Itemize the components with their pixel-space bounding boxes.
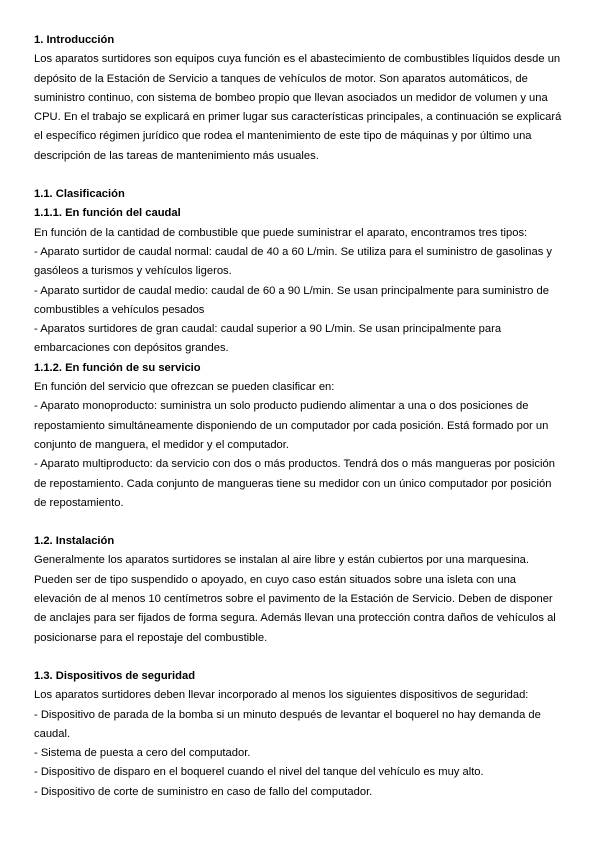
servicio-heading: 1.1.2. En función de su servicio (34, 361, 201, 374)
instalacion-paragraph: Generalmente los aparatos surtidores se instalan al aire libre y están cubiertos por una marquesina. Pueden ser de tipo suspendido o apoyado, en cuyo caso están situados sobre una isleta con una elevación de al menos 10 centímetros sobre el pavimento de la Estación de Servicio. Deben de disponer de anclajes para ser fijados de forma segura. Además llevan una protección contra daños de vehículos al posicionarse para el repostaje del combustible. (34, 554, 556, 644)
dispositivos-intro: Los aparatos surtidores deben llevar incorporado al menos los siguientes dispositivos de seguridad: (34, 689, 529, 702)
caudal-heading: 1.1.1. En función del caudal (34, 207, 181, 220)
list-item: - Aparato surtidor de caudal normal: caudal de 40 a 60 L/min. Se utiliza para el suministro de gasolinas y gasóleos a turismos y vehículos ligeros. (34, 245, 553, 278)
caudal-intro: En función de la cantidad de combustible que puede suministrar el aparato, encontramos tres tipos: (34, 226, 528, 239)
list-item: - Aparato monoproducto: suministra un solo producto pudiendo alimentar a una o dos posiciones de repostamiento simultáneamente disponiendo de un computador por cada posición. Está formado por un conjunto de manguera, el medidor y el computador. (34, 400, 549, 451)
list-item: - Dispositivo de parada de la bomba si un minuto después de levantar el boquerel no hay demanda de caudal. (34, 708, 541, 740)
intro-paragraph: Los aparatos surtidores son equipos cuya función es el abastecimiento de combustibles líquidos desde un depósito de la Estación de Servicio a tanques de vehículos de motor. Son aparatos automáticos, de suministro continuo, con sistema de bombeo propio que llevan asociados un medidor de volumen y una CPU. En el trabajo se explicará en primer lugar sus características principales, a continuación se explicará el específico régimen jurídico que rodea el mantenimiento de este tipo de máquinas y por último una descripción de las tareas de mantenimiento más usuales. (34, 53, 562, 162)
list-item: - Dispositivo de corte de suministro en caso de fallo del computador. (34, 785, 373, 798)
list-item: - Sistema de puesta a cero del computador. (34, 747, 251, 760)
list-item: - Aparatos surtidores de gran caudal: caudal superior a 90 L/min. Se usan principalmente para embarcaciones con depósitos grandes. (34, 323, 502, 355)
servicio-intro: En función del servicio que ofrezcan se pueden clasificar en: (34, 381, 335, 394)
document-page (34, 31, 566, 802)
instalacion-heading: 1.2. Instalación (34, 535, 115, 548)
list-item: - Dispositivo de disparo en el boquerel cuando el nivel del tanque del vehículo es muy alto. (34, 766, 484, 779)
list-item: - Aparato surtidor de caudal medio: caudal de 60 a 90 L/min. Se usan principalmente para suministro de combustibles a vehículos pesados (34, 284, 549, 316)
clasificacion-heading: 1.1. Clasificación (34, 188, 125, 201)
dispositivos-heading: 1.3. Dispositivos de seguridad (34, 669, 196, 682)
list-item: - Aparato multiproducto: da servicio con dos o más productos. Tendrá dos o más mangueras por posición de repostamiento. Cada conjunto de mangueras tiene su medidor con un único computador por posición de repostamiento. (34, 458, 555, 509)
intro-heading: 1. Introducción (34, 34, 115, 46)
